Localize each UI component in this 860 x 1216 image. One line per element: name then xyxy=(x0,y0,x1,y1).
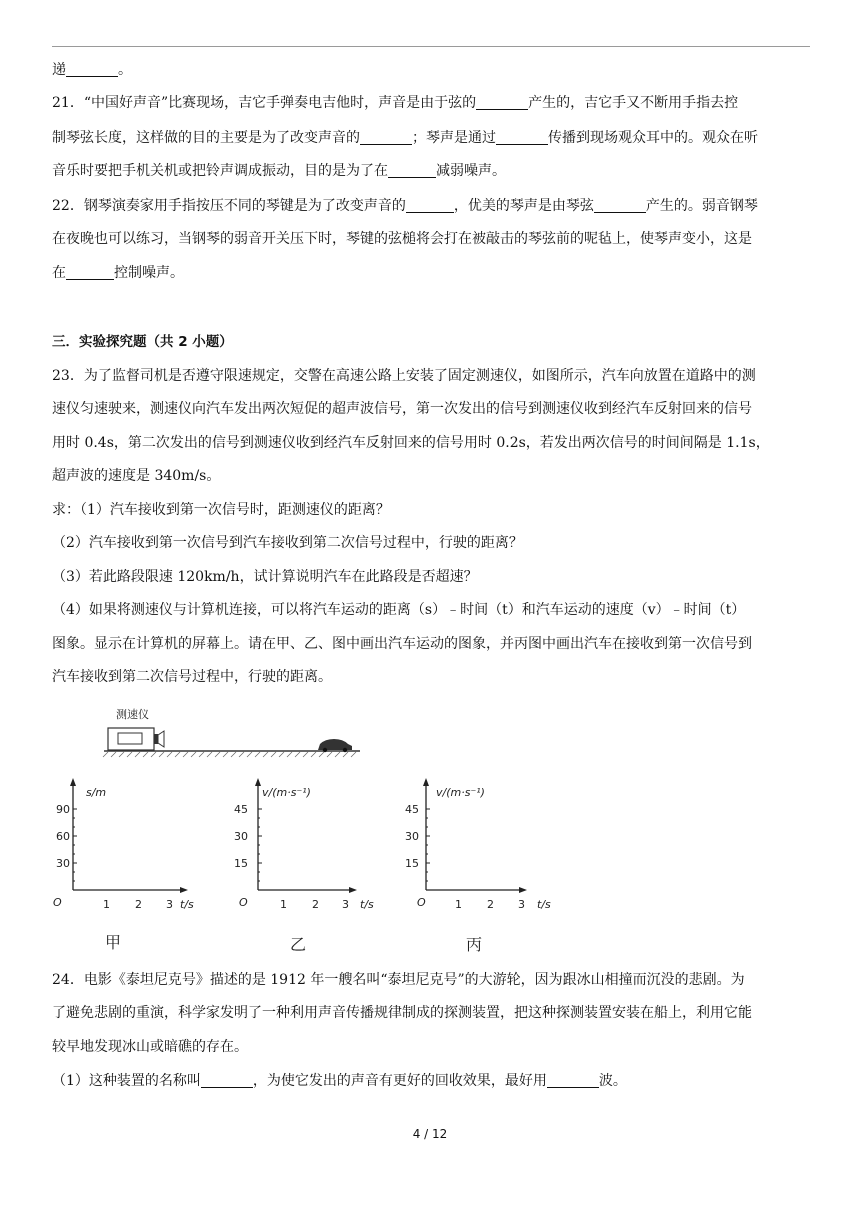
section-heading: 三．实验探究题（共 2 小题） xyxy=(52,334,233,350)
q24-text: 波。 xyxy=(598,1073,627,1089)
answer-blank[interactable] xyxy=(406,198,454,213)
page-number: 4 / 12 xyxy=(412,1127,448,1141)
graph-caption: 丙 xyxy=(466,935,483,954)
q24-text: （1）这种装置的名称叫 xyxy=(52,1073,201,1089)
q23-line-3: 用时 0.4s，第二次发出的信号到测速仪收到经汽车反射回来的信号用时 0.2s，若发出两次信号的时间间隔是 1.1s， xyxy=(52,435,770,451)
q23-line-4: 超声波的速度是 340m/s。 xyxy=(52,468,221,484)
graph-yi xyxy=(234,778,374,954)
q22-text: 在夜晚也可以练习，当钢琴的弱音开关压下时，琴键的弦槌将会打在被敲击的琴弦前的呢毡上，使琴声变小，这是 xyxy=(52,231,752,247)
q22-text: 控制噪声。 xyxy=(114,265,184,281)
y-axis-label: v/(m·s⁻¹) xyxy=(436,786,485,799)
q23-sub-2: （2）汽车接收到第一次信号到汽车接收到第二次信号过程中，行驶的距离？ xyxy=(52,535,523,551)
y-tick-label: 90 xyxy=(56,803,70,816)
x-tick-label: 1 xyxy=(280,898,287,911)
y-tick-label: 30 xyxy=(405,830,419,843)
x-tick-label: 3 xyxy=(518,898,525,911)
q21-text: ；琴声是通过 xyxy=(412,130,496,146)
x-tick-label: 2 xyxy=(312,898,319,911)
speed-camera-icon xyxy=(108,728,154,750)
q21-text: 21．“中国好声音”比赛现场，吉它手弹奏电吉他时，声音是由于弦的 xyxy=(52,95,477,111)
q21-line-2 xyxy=(52,128,758,148)
answer-blank[interactable] xyxy=(547,1073,599,1088)
q22-line-1 xyxy=(52,196,758,216)
q22-line-3 xyxy=(52,263,184,283)
answer-blank[interactable] xyxy=(476,95,528,110)
q23-sub-1: 求：（1）汽车接收到第一次信号时，距测速仪的距离？ xyxy=(52,502,390,518)
answer-blank[interactable] xyxy=(388,163,436,178)
q23-line-1: 23．为了监督司机是否遵守限速规定，交警在高速公路上安装了固定测速仪，如图所示，汽车向放置在道路中的测 xyxy=(52,368,756,384)
q22-text: 22．钢琴演奏家用手指按压不同的琴键是为了改变声音的 xyxy=(52,198,406,214)
q20-tail-line xyxy=(52,60,132,80)
q21-text: 传播到现场观众耳中的。观众在听 xyxy=(548,130,758,146)
q23-sub-4a: （4）如果将测速仪与计算机连接，可以将汽车运动的距离（s）﹣时间（t）和汽车运动的速度（v）﹣时间（t） xyxy=(52,602,746,618)
x-tick-label: 1 xyxy=(455,898,462,911)
graph-bing xyxy=(405,778,551,954)
x-tick-label: 1 xyxy=(103,898,110,911)
q21-text: 减弱噪声。 xyxy=(436,163,506,179)
y-tick-label: 60 xyxy=(56,830,70,843)
y-tick-label: 45 xyxy=(405,803,419,816)
origin-label: O xyxy=(417,896,426,909)
q21-text: 制琴弦长度，这样做的目的主要是为了改变声音的 xyxy=(52,130,360,146)
q22-text: 在 xyxy=(52,265,66,281)
q23-sub-3: （3）若此路段限速 120km/h，试计算说明汽车在此路段是否超速？ xyxy=(52,569,478,585)
answer-blank[interactable] xyxy=(496,130,548,145)
y-tick-label: 45 xyxy=(234,803,248,816)
road-hatching xyxy=(103,752,356,757)
x-axis-label: t/s xyxy=(537,898,551,911)
speed-measurement-figure xyxy=(0,695,860,965)
q21-line-1 xyxy=(52,93,738,113)
speed-camera-scene xyxy=(103,707,360,757)
q22-text: 产生的。弱音钢琴 xyxy=(645,198,758,214)
q24-line-3: 较早地发现冰山或暗礁的存在。 xyxy=(52,1039,248,1055)
q23-sub-4c: 汽车接收到第二次信号过程中，行驶的距离。 xyxy=(52,669,332,685)
y-axis-label: v/(m·s⁻¹) xyxy=(262,786,311,799)
car-icon xyxy=(318,739,352,750)
y-tick-label: 15 xyxy=(234,857,248,870)
x-tick-label: 2 xyxy=(135,898,142,911)
x-tick-label: 2 xyxy=(487,898,494,911)
q22-line-2 xyxy=(52,229,752,249)
q24-sub-1 xyxy=(52,1071,627,1091)
answer-blank[interactable] xyxy=(360,130,412,145)
y-axis-label: s/m xyxy=(86,786,107,799)
answer-blank[interactable] xyxy=(66,265,114,280)
x-axis-label: t/s xyxy=(180,898,194,911)
graph-caption: 乙 xyxy=(290,935,307,954)
q21-line-3 xyxy=(52,161,506,181)
q21-text: 产生的，吉它手又不断用手指去控 xyxy=(528,95,739,111)
origin-label: O xyxy=(239,896,248,909)
x-axis-label: t/s xyxy=(360,898,374,911)
x-tick-label: 3 xyxy=(166,898,173,911)
graph-caption: 甲 xyxy=(105,933,122,952)
q21-text: 音乐时要把手机关机或把铃声调成振动，目的是为了在 xyxy=(52,163,388,179)
origin-label: O xyxy=(53,896,62,909)
q20-tail-text: 递 xyxy=(52,62,66,78)
q24-line-1: 24．电影《泰坦尼克号》描述的是 1912 年一艘名叫“泰坦尼克号”的大游轮，因为跟冰山相撞而沉没的悲剧。为 xyxy=(52,972,745,988)
y-tick-label: 30 xyxy=(234,830,248,843)
q23-sub-4b: 图象。显示在计算机的屏幕上。请在甲、乙、图中画出汽车运动的图象，并丙图中画出汽车在接收到第一次信号到 xyxy=(52,636,752,652)
answer-blank[interactable] xyxy=(66,62,118,77)
answer-blank[interactable] xyxy=(594,198,646,213)
q24-text: ，为使它发出的声音有更好的回收效果，最好用 xyxy=(252,1073,547,1089)
answer-blank[interactable] xyxy=(201,1073,253,1088)
graph-jia xyxy=(53,778,194,952)
device-label: 测速仪 xyxy=(116,708,149,721)
y-tick-label: 15 xyxy=(405,857,419,870)
header-rule xyxy=(52,46,810,47)
q22-text: ，优美的琴声是由琴弦 xyxy=(453,198,594,214)
q24-line-2: 了避免悲剧的重演，科学家发明了一种利用声音传播规律制成的探测装置，把这种探测装置安装在船上，利用它能 xyxy=(52,1005,752,1021)
q23-line-2: 速仪匀速驶来，测速仪向汽车发出两次短促的超声波信号，第一次发出的信号到测速仪收到经汽车反射回来的信号 xyxy=(52,401,752,417)
x-tick-label: 3 xyxy=(342,898,349,911)
q20-tail-end: 。 xyxy=(118,62,132,78)
y-tick-label: 30 xyxy=(56,857,70,870)
